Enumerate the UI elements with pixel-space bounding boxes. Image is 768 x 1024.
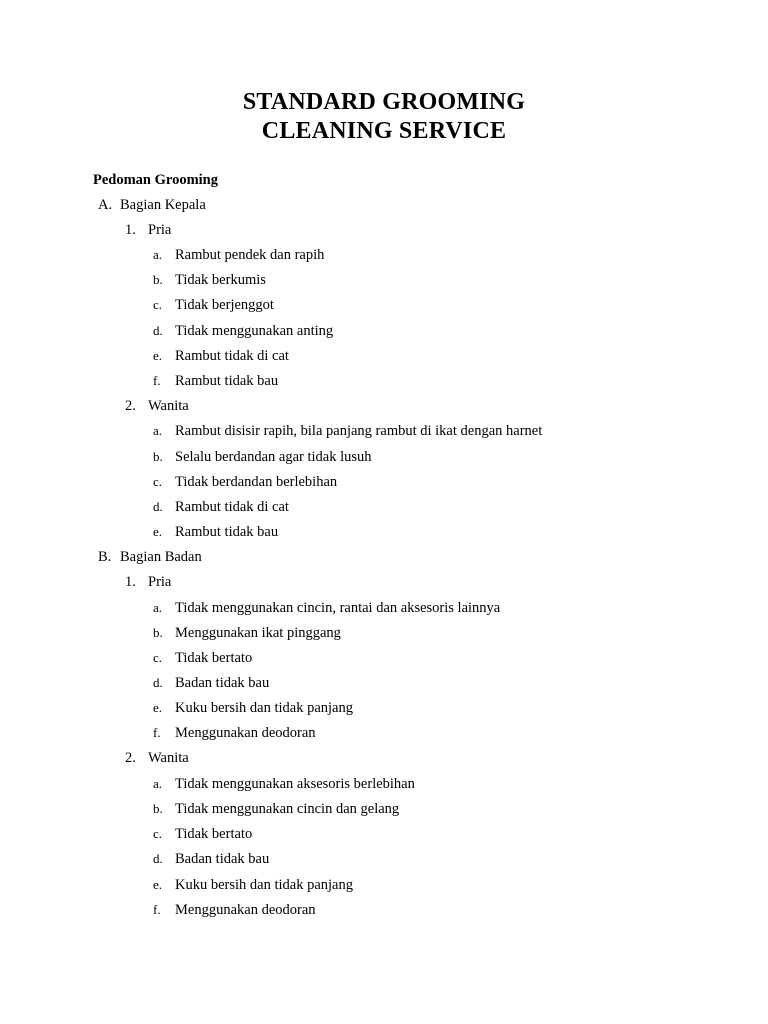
list-text: Kuku bersih dan tidak panjang xyxy=(175,877,353,893)
list-text: Selalu berdandan agar tidak lusuh xyxy=(175,449,372,465)
list-text: Tidak menggunakan cincin, rantai dan aksesoris lainnya xyxy=(175,600,501,616)
list-text: Rambut tidak bau xyxy=(175,524,279,540)
section-marker: B. xyxy=(98,549,112,565)
list-text: Kuku bersih dan tidak panjang xyxy=(175,700,353,716)
list-marker: f. xyxy=(153,725,161,740)
group-marker: 2. xyxy=(125,750,136,766)
list-text: Badan tidak bau xyxy=(175,675,270,691)
list-marker: e. xyxy=(153,524,163,539)
document-title-line-2: CLEANING SERVICE xyxy=(261,118,507,144)
list-text: Tidak bertato xyxy=(175,826,253,842)
list-marker: a. xyxy=(153,423,163,438)
section-label: Bagian Badan xyxy=(120,549,202,565)
list-marker: d. xyxy=(153,323,163,338)
list-marker: e. xyxy=(153,348,163,363)
list-text: Tidak berdandan berlebihan xyxy=(175,474,338,490)
list-text: Rambut pendek dan rapih xyxy=(175,247,325,263)
list-marker: b. xyxy=(153,801,163,816)
list-marker: d. xyxy=(153,675,163,690)
group-label: Pria xyxy=(148,222,172,238)
document-title-line-1: STANDARD GROOMING xyxy=(242,89,526,115)
list-text: Tidak menggunakan aksesoris berlebihan xyxy=(175,776,415,792)
section-heading: Pedoman Grooming xyxy=(93,172,218,188)
list-text: Rambut tidak di cat xyxy=(175,348,289,364)
list-marker: b. xyxy=(153,449,163,464)
list-marker: a. xyxy=(153,776,163,791)
list-text: Menggunakan ikat pinggang xyxy=(175,625,341,641)
list-text: Menggunakan deodoran xyxy=(175,902,316,918)
list-text: Tidak berkumis xyxy=(175,272,266,288)
list-marker: c. xyxy=(153,650,163,665)
list-text: Tidak menggunakan anting xyxy=(175,323,334,339)
list-text: Rambut tidak bau xyxy=(175,373,279,389)
list-text: Tidak bertato xyxy=(175,650,253,666)
list-marker: d. xyxy=(153,499,163,514)
list-marker: c. xyxy=(153,474,163,489)
list-marker: f. xyxy=(153,902,161,917)
group-marker: 2. xyxy=(125,398,136,414)
list-marker: e. xyxy=(153,877,163,892)
list-text: Tidak menggunakan cincin dan gelang xyxy=(175,801,400,817)
list-text: Rambut disisir rapih, bila panjang rambut di ikat dengan harnet xyxy=(175,423,543,439)
group-label: Pria xyxy=(148,574,172,590)
list-text: Tidak berjenggot xyxy=(175,297,274,313)
section-label: Bagian Kepala xyxy=(120,197,206,213)
section-marker: A. xyxy=(98,197,113,213)
group-label: Wanita xyxy=(148,398,189,414)
list-text: Menggunakan deodoran xyxy=(175,725,316,741)
list-marker: f. xyxy=(153,373,161,388)
group-marker: 1. xyxy=(125,574,136,590)
list-marker: c. xyxy=(153,297,163,312)
list-marker: c. xyxy=(153,826,163,841)
list-marker: e. xyxy=(153,700,163,715)
list-marker: b. xyxy=(153,272,163,287)
list-text: Rambut tidak di cat xyxy=(175,499,289,515)
list-marker: a. xyxy=(153,600,163,615)
list-marker: d. xyxy=(153,851,163,866)
list-marker: a. xyxy=(153,247,163,262)
list-text: Badan tidak bau xyxy=(175,851,270,867)
list-marker: b. xyxy=(153,625,163,640)
group-marker: 1. xyxy=(125,222,136,238)
group-label: Wanita xyxy=(148,750,189,766)
